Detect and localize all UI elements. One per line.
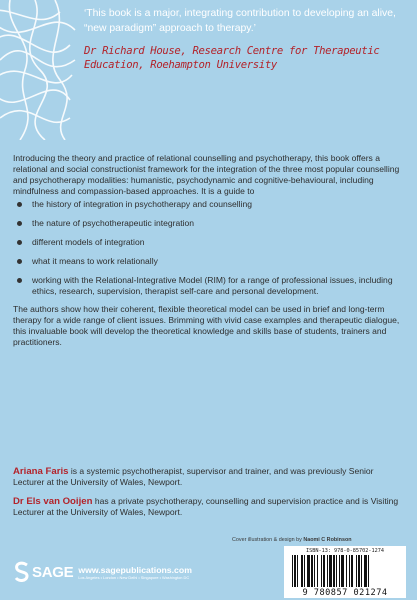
endorsement-quote: ‘This book is a major, integrating contribution to developing an alive, “new paradigm” approach to therapy.’ [84, 8, 396, 34]
barcode-bar [307, 555, 310, 587]
sage-emblem-icon [13, 561, 31, 583]
celtic-knot-decoration [0, 0, 80, 140]
topic-item: working with the Relational-Integrative Model (RIM) for a range of professional issues, including ethics, research, supervision, therapist self-care and personal development. [13, 275, 407, 297]
topic-item: the nature of psychotherapeutic integration [13, 218, 407, 229]
sage-logo [13, 561, 73, 583]
barcode-bar [368, 555, 369, 587]
publisher-info [78, 565, 192, 580]
barcode-bar [301, 555, 303, 587]
barcode-bar [314, 555, 315, 587]
author-bios [13, 466, 407, 526]
author-bio [13, 466, 407, 488]
barcode-bar [297, 555, 298, 587]
cover-designer: Naomi C Robinson [303, 537, 352, 543]
barcode-bar [304, 555, 305, 587]
barcode-bar [341, 555, 344, 587]
barcode-bar [351, 555, 353, 587]
barcode-number: 9 780857 021274 [302, 588, 388, 598]
barcode-bar [311, 555, 313, 587]
barcode-bar [317, 555, 318, 587]
barcode-bar [356, 555, 357, 587]
publisher-url[interactable]: www.sagepublications.com [78, 564, 192, 575]
publisher-cities: Los Angeles • London • New Delhi • Singapore • Washington DC [78, 574, 190, 580]
barcode-bar [346, 555, 347, 587]
cover-credit [232, 537, 412, 543]
endorsement-attribution: Dr Richard House, Research Centre for Therapeutic Education, Roehampton University [84, 45, 380, 71]
cover-credit-label: Cover illustration & design by [232, 537, 304, 543]
author-bio-text: is a systemic psychotherapist, supervisor and trainer, and was previously Senior Lecturer at the University of Wales, Newport. [13, 466, 374, 487]
barcode-bar [339, 555, 340, 587]
barcode-bar [294, 555, 296, 587]
author-bio [13, 496, 407, 518]
barcode-bars [284, 555, 406, 587]
barcode-bar [329, 555, 332, 587]
isbn-label: ISBN-13: 978-0-85702-1274 [305, 548, 385, 554]
barcode-bar [327, 555, 328, 587]
topic-item: what it means to work relationally [13, 256, 407, 267]
barcode-bar [349, 555, 350, 587]
publisher-block [13, 561, 192, 583]
barcode-bar [321, 555, 322, 587]
author-name: Ariana Faris [13, 466, 69, 477]
topic-item: the history of integration in psychotherapy and counselling [13, 199, 407, 210]
topic-item: different models of integration [13, 237, 407, 248]
barcode-bar [361, 555, 362, 587]
barcode-bar [333, 555, 335, 587]
description-intro: Introducing the theory and practice of relational counselling and psychotherapy, this book offers a relational and social constructionist framework for the integration of the three most popular counselling and psychotherapy modalities: humanistic, psychodynamic and cognitive-behavioural, including mindfulness and compassion-based approaches. It is a guide to [13, 153, 400, 196]
barcode-bar [358, 555, 360, 587]
topic-list [13, 199, 407, 296]
description-outro: The authors show how their coherent, flexible theoretical model can be used in brief and long-term therapy for a wide range of client issues. Brimming with vivid case examples and therapeutic dialogue, this invaluable book will develop the theoretical knowledge and skills base of students, trainers and practitioners. [13, 304, 400, 347]
author-bio-text: has a private psychotherapy, counselling and supervision practice and is Visiting Lecturer at the University of Wales, Newport. [13, 496, 399, 517]
author-name: Dr Els van Ooijen [13, 496, 93, 507]
book-description [13, 153, 407, 348]
barcode-bar [323, 555, 325, 587]
barcode-bar [364, 555, 367, 587]
barcode-bar [292, 555, 293, 587]
barcode-bar [336, 555, 337, 587]
isbn-barcode [284, 546, 406, 598]
sage-wordmark: SAGE [32, 563, 74, 581]
